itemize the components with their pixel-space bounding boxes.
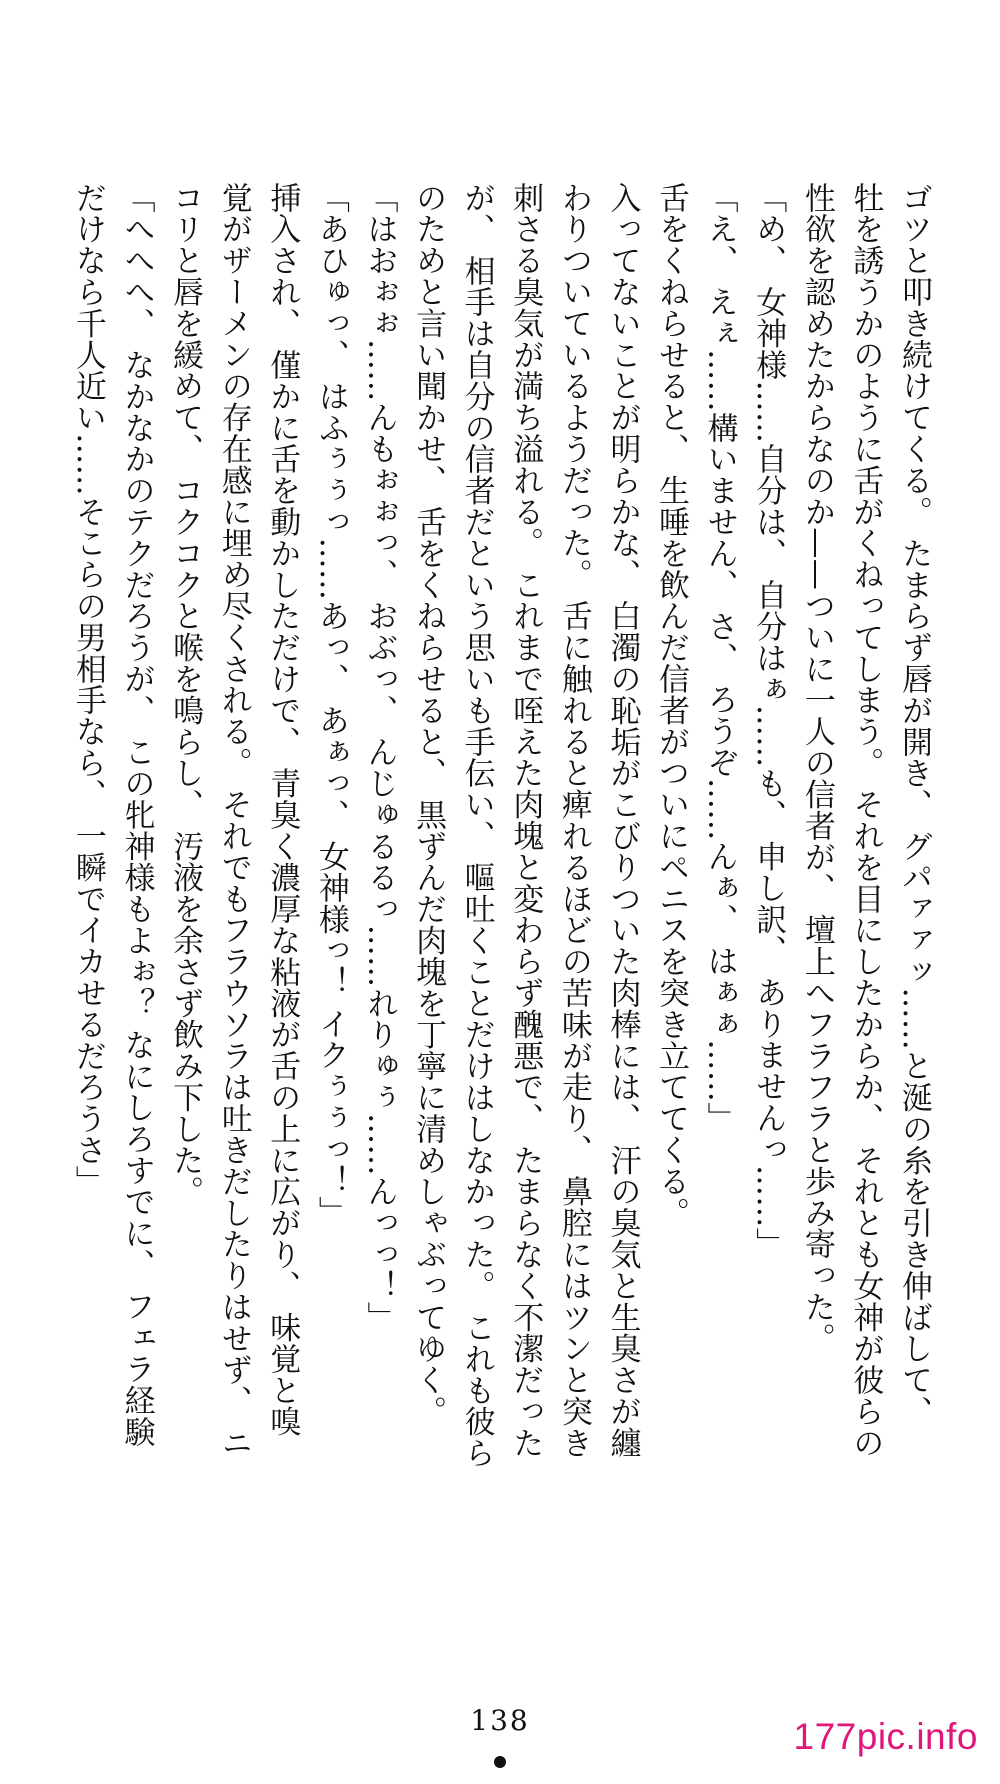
text-column-4: 「め、 女神様……自分は、 自分はぁ……も、 申し訳、 ありませんっ……」: [750, 182, 787, 1260]
text-column-12: 「はおぉぉ……んもぉぉっ、 おぶっ、 んじゅるるっ……れりゅぅ……んっっ！」: [361, 182, 398, 1333]
text-column-2: 牡を誘うかのように舌がくねってしまう。 それを目にしたからか、 それとも女神が彼らの: [847, 182, 884, 1459]
text-column-15: 覚がザーメンの存在感に埋め尽くされる。 それでもフラウソラは吐きだしたりはせず、 ニ: [215, 182, 252, 1459]
watermark: 177pic.info: [793, 1716, 978, 1757]
page-number: 138: [470, 1704, 530, 1737]
text-column-16: コリと唇を緩めて、 コクコクと喉を鳴らし、 汚液を余さず飲み下した。: [167, 182, 204, 1208]
vertical-text-block: [48, 182, 938, 1502]
text-column-17: 「へへへ、 なかなかのテクだろうが、 この牝神様もよぉ？ なにしろすでに、 フェラ経験: [118, 182, 155, 1448]
text-column-13: 「あひゅっ、 はふぅぅっ……あっ、 あぁっ、 女神様っ！ イクぅぅっ！」: [312, 182, 349, 1228]
text-column-5: 「え、 えぇ……構いません、 さ、 ろうぞ……んぁ、 はぁぁ……」: [701, 182, 738, 1134]
text-column-11: のためと言い聞かせ、 舌をくねらせると、 黒ずんだ肉塊を丁寧に清めしゃぶってゆく。: [410, 182, 447, 1428]
page-dot-ornament: [494, 1756, 506, 1768]
text-column-14: 挿入され、 僅かに舌を動かしただけで、 青臭く濃厚な粘液が舌の上に広がり、 味覚と嗅: [264, 182, 301, 1438]
text-column-3: 性欲を認めたからなのか——ついに一人の信者が、 壇上へフラフラと歩み寄った。: [798, 182, 835, 1355]
text-column-8: わりついているようだった。 舌に触れると痺れるほどの苦味が走り、 鼻腔にはツンと突き: [555, 182, 592, 1459]
text-column-10: が、 相手は自分の信者だという思いも手伝い、 嘔吐くことだけはしなかった。 これも彼ら: [458, 182, 495, 1469]
text-column-6: 舌をくねらせると、 生唾を飲んだ信者がついにペニスを突き立ててくる。: [653, 182, 690, 1229]
text-column-9: 刺さる臭気が満ち溢れる。 これまで咥えた肉塊と変わらず醜悪で、 たまらなく不潔だった: [507, 182, 544, 1459]
text-column-1: ゴツと叩き続けてくる。 たまらず唇が開き、 グパァァッ……と涎の糸を引き伸ばして、: [896, 182, 932, 1428]
text-column-18: だけなら千人近い……そこらの男相手なら、 一瞬でイカせるだろうさ」: [69, 182, 106, 1198]
text-column-7: 入ってないことが明らかな、 白濁の恥垢がこびりついた肉棒には、 汗の臭気と生臭さが纏: [604, 182, 641, 1459]
